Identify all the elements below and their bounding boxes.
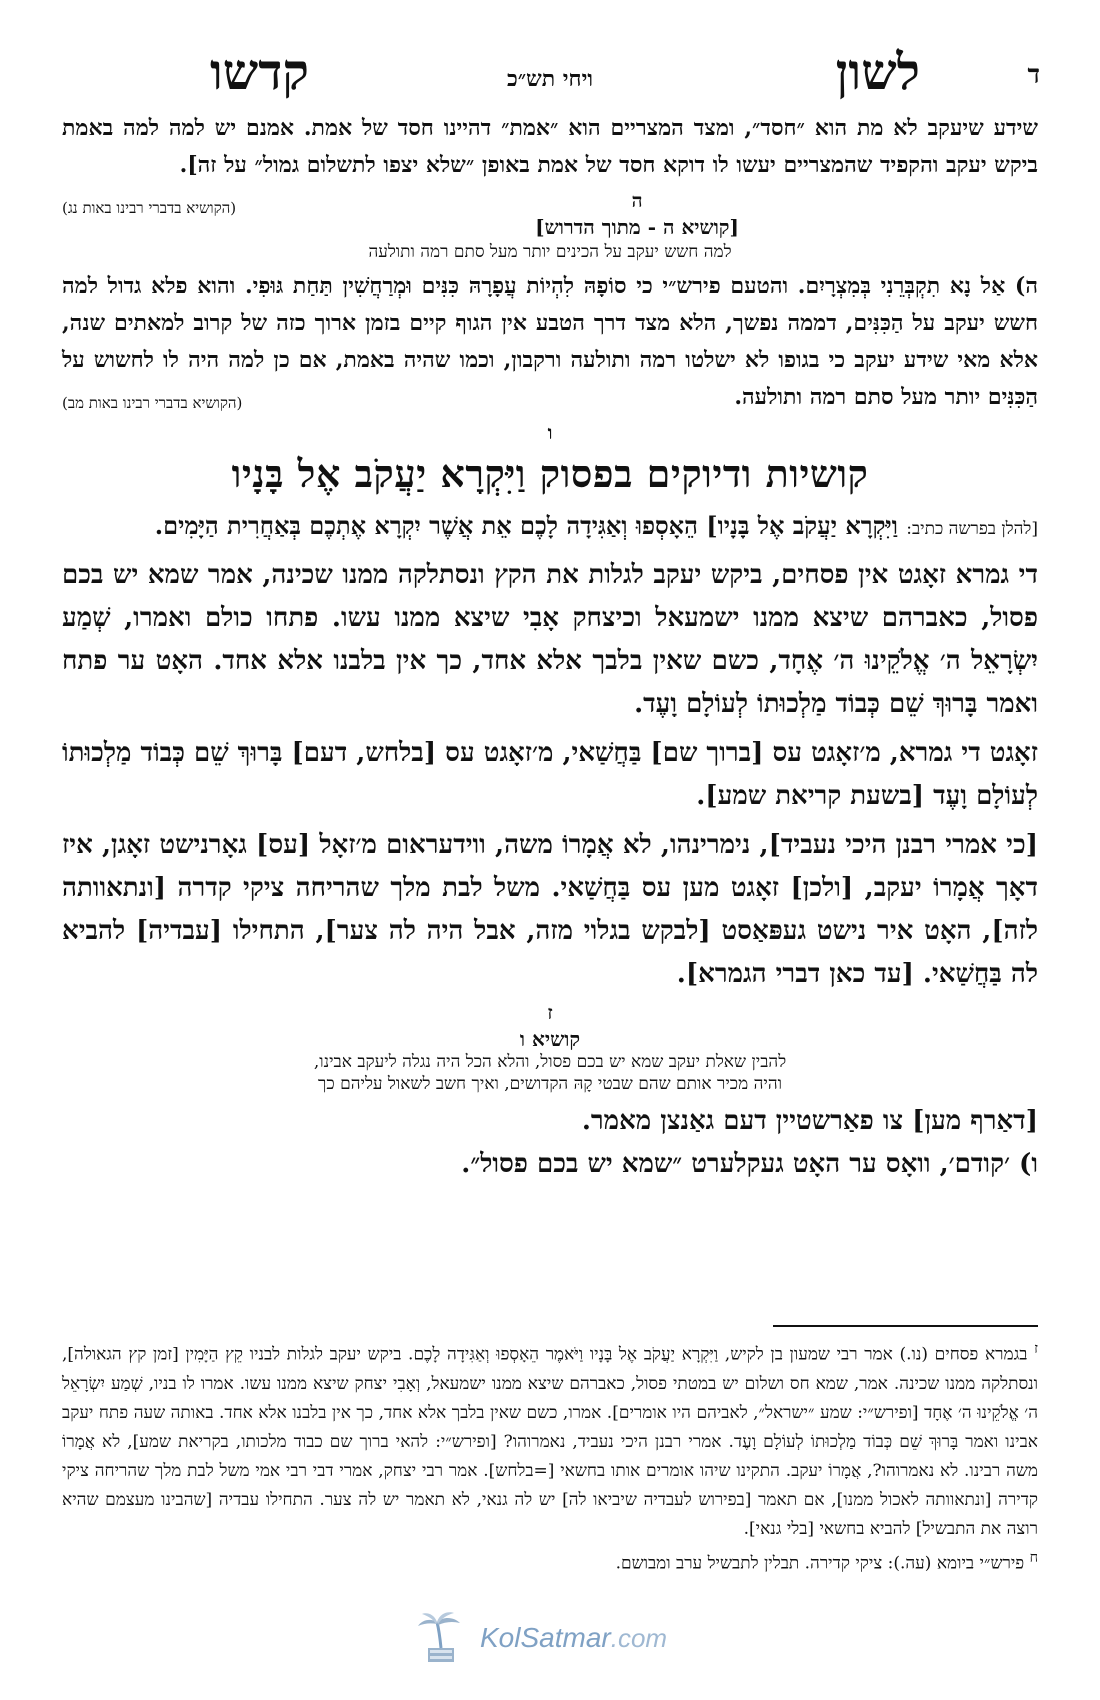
palm-tree-icon — [410, 1610, 470, 1670]
gemara-paragraph-2: זאָגט די גמרא, מ׳זאָגט עס [ברוך שם] בַּחֲשַׁאי, מ׳זאָגט עס [בלחש, דעם] בָּרוּךְ שֵׁם כְּבוֹד מַלְכוּתוֹ לְעוֹלָם וָעֶד [בשעת קריאת שמע]. — [62, 738, 1038, 811]
kolsatmar-logo — [410, 1610, 690, 1670]
section-z-line-2: ו) ׳קודם׳, וואָס ער האָט געקלערט ״שמא יש בכם פסול״. — [461, 1149, 1038, 1179]
section-sub-z-2: והיה מכיר אותם שהם שבטי קָהּ הקדושים, ואיך חשב לשאול עליהם כך — [318, 1074, 782, 1094]
running-title-left: קדשו — [210, 42, 309, 101]
section-z-line-1: [דאַרף מען] צו פאַרשטיין דעם גאַנצן מאמר. — [581, 1106, 1038, 1136]
verse-quote-intro: [להלן בפרשה כתיב: — [906, 519, 1038, 539]
section-letter-z: ז — [547, 1002, 553, 1024]
section-sub-z-1: להבין שאלת יעקב שמא יש בכם פסול, והלא הכל היה נגלה ליעקב אבינו, — [313, 1052, 787, 1072]
section-h-text: ה) אַל נָא תִקְבְּרֵנִי בְּמִצְרָיִם. והטעם פירש״י כי סוֹפָהּ לִהְיוֹת עֲפָרָהּ כִּנִּים וּמְרַחֲשִׁין תַּחַת גּוּפִי. והוא פלא גדול למה חשש יעקב על הַכִּנִּים, דממה נפשך, הלא מצד דרך הטבע אין הגוף קיים בזמן ארוך כזה של קרוב למאתים שנה, אלא מאי שידע יעקב כי בגופו לא ישלטו רמה ותולעה ורקבון, וכמו שהיה באמת, אם כן למה היה לו לחשוש על הַכִּנִּים יותר מעל סתם רמה ותולעה. — [62, 273, 1038, 410]
verse-quote — [62, 507, 1038, 548]
page-letter: ד — [1027, 60, 1040, 90]
footnote-1-text: בגמרא פסחים (נו.) אמר רבי שמעון בן לקיש, וַיִּקְרָא יַעֲקֹב אֶל בָּנָיו וַיֹּאמֶר הֵאָסְפוּ וְאַגִּידָה לָכֶם. ביקש יעקב לגלות לבניו קֵץ הַיָּמִין [זמן קץ הגאולה], ונסתלקה ממנו שכינה. אמר, שמא חס ושלום יש במטתי פסול, כאברהם שיצא ממנו ישמעאל, וְאָבִי יצחק שיצא ממנו עשו. אמרו לו בניו, שְׁמַע יִשְׂרָאֵל ה׳ אֱלֹקֵינוּ ה׳ אֶחָד [ופירש״י: שמע ״ישראל״, לאביהם היו אומרים]. אמרו, כשם שאין בלבך אלא אחד, כך אין בלבנו אלא אחד. באותה שעה פתח יעקב אבינו ואמר בָּרוּךְ שֵׁם כְּבוֹד מַלְכוּתוֹ לְעוֹלָם וָעֶד. אמרי רבנן היכי נעביד, נאמרוהו? [ופירש״י: להאי ברוך שם כבוד מלכותו, בקריאת שמע], לא אֲמָרוֹ משה רבינו. לא נאמרוהו?, אֲמָרוֹ יעקב. התקינו שיהו אומרים אותו בחשאי [=בלחש]. אמר רבי יצחק, אמרי דבי רבי אמי משל לבת מלך שהריחה ציקי קדירה [ונתאוותה לאכול ממנו], אם תאמר [בפירוש לעבדיה שיביאו לה] יש לה גנאי, לא תאמר יש לה צער. התחילו עבדיה [שהבינו מעצמם שהיא רוצה את התבשיל] להביא בחשאי [בלי גנאי]. — [62, 1344, 1038, 1539]
section-h-paragraph — [62, 268, 1038, 416]
page-header — [60, 42, 1040, 112]
main-body — [62, 110, 1038, 1192]
section-letter-h: ה — [631, 190, 643, 212]
section-heading-h: [קושיא ה - מתוך הדרוש] — [535, 215, 739, 239]
section-letter-v: ו — [547, 422, 553, 444]
section-h-cite: (הקושיא בדברי רבינו באות מב) — [62, 394, 243, 412]
intro-text: שידע שיעקב לא מת הוא ״חסד״, ומצד המצריים הוא ״אמת״ דהיינו חסד של אמת. אמנם יש למה למה באמת ביקש יעקב והקפיד שהמצריים יעשו לו דוקא חסד של אמת באופן ״שלא יצפו לתשלום גמול״ על זה]. — [62, 115, 1038, 178]
intro-paragraph — [62, 110, 1038, 217]
gemara-paragraph-3: [כי אמרי רבנן היכי נעביד], נימרינהו, לא אֲמָרוֹ משה, ווידעראום מ׳זאָל [עס] גאָרנישט זאָגן, איז דאָך אֲמָרוֹ יעקב, [ולכן] זאָגט מען עס בַּחֲשַׁאי. משל לבת מלך שהריחה ציקי קדרה [ונתאוותה לזה], האָט איר נישט געפּאַסט [לבקש בגלוי מזה, אבל היה לה צער], התחילו [עבדיה] להביא לה בַּחֲשַׁאי. [עד כאן דברי הגמרא]. — [62, 830, 1038, 989]
verse-quote-text: וַיִּקְרָא יַעֲקֹב אֶל בָּנָיו] הֵאָסְפוּ וְאַגִּידָה לָכֶם אֵת אֲשֶׁר יִקְרָא אֶתְכֶם בְּאַחֲרִית הַיָּמִים. — [154, 511, 898, 540]
footnotes — [62, 1335, 1038, 1578]
footnote-divider — [773, 1325, 1038, 1327]
intro-cite: (הקושיא בדברי רבינו באות נג) — [62, 199, 237, 217]
gemara-paragraph-1: די גמרא זאָגט אין פסחים, ביקש יעקב לגלות את הקץ ונסתלקה ממנו שכינה, אמר שמא יש בכם פסול, כאברהם שיצא ממנו ישמעאל וכיצחק אָבִי שיצא ממנו עשו. פתחו כולם ואמרו, שְׁמַע יִשְׂרָאֵל ה׳ אֱלֹקֵינוּ ה׳ אֶחָד, כשם שאין בלבך אלא אחד, כך אין בלבנו אלא אחד. האָט ער פתח ואמר בָּרוּךְ שֵׁם כְּבוֹד מַלְכוּתוֹ לְעוֹלָם וָעֶד. — [62, 560, 1038, 719]
footnote-2: $^ח$ פירש״י ביומא (עה.): ציקי קדירה. תבלין לתבשיל ערב ומבושם. — [615, 1549, 1038, 1574]
logo-name: KolSatmar — [480, 1622, 611, 1653]
section-heading-z: קושיא ו — [519, 1027, 581, 1051]
footnote-1: $^ז$ בגמרא פסחים (נו.) אמר רבי שמעון בן לקיש, וַיִּקְרָא יַעֲקֹב אֶל בָּנָיו וַיֹּאמֶר הֵאָסְפוּ וְאַגִּידָה לָכֶם. ביקש יעקב לגלות לבניו קֵץ הַיָּמִין [זמן קץ הגאולה], ונסתלקה ממנו שכינה. אמר, שמא חס ושלום יש במטתי פסול, כאברהם שיצא ממנו ישמעאל, וְאָבִי יצחק שיצא ממנו עשו. אמרו לו בניו, שְׁמַע יִשְׂרָאֵל ה׳ אֱלֹקֵינוּ ה׳ אֶחָד [ופירש״י: שמע ״ישראל״, לאביהם היו אומרים]. אמרו, כשם שאין בלבך אלא אחד, כך אין בלבנו אלא אחד. באותה שעה פתח יעקב אבינו ואמר בָּרוּךְ שֵׁם כְּבוֹד מַלְכוּתוֹ לְעוֹלָם וָעֶד. אמרי רבנן היכי נעביד, נאמרוהו? [ופירש״י: להאי ברוך שם כבוד מלכותו, בקריאת שמע], לא אֲמָרוֹ משה רבינו. לא נאמרוהו?, אֲמָרוֹ יעקב. התקינו שיהו אומרים אותו בחשאי [=בלחש]. אמר רבי יצחק, אמרי דבי רבי אמי משל לבת מלך שהריחה ציקי קדירה [ונתאוותה לאכול ממנו], אם תאמר [בפירוש לעבדיה שיביאו לה] יש לה גנאי, לא תאמר יש לה צער. התחילו עבדיה [שהבינו מעצמם שהיא רוצה את התבשיל] להביא בחשאי [בלי גנאי]. — [62, 1341, 1039, 1539]
running-title-right: לשון — [835, 42, 920, 101]
logo-domain: .com — [610, 1623, 668, 1653]
footnote-2-text: פירש״י ביומא (עה.): ציקי קדירה. תבלין לתבשיל ערב ומבושם. — [615, 1553, 1025, 1574]
logo-text — [480, 1622, 667, 1654]
section-sub-h: למה חשש יעקב על הכינים יותר מעל סתם רמה ותולעה — [368, 242, 732, 262]
section-title-v: קושיות ודיוקים בפסוק וַיִּקְרָא יַעֲקֹב אֶל בָּנָיו — [231, 451, 869, 496]
running-parsha: ויחי תש״כ — [507, 66, 593, 92]
